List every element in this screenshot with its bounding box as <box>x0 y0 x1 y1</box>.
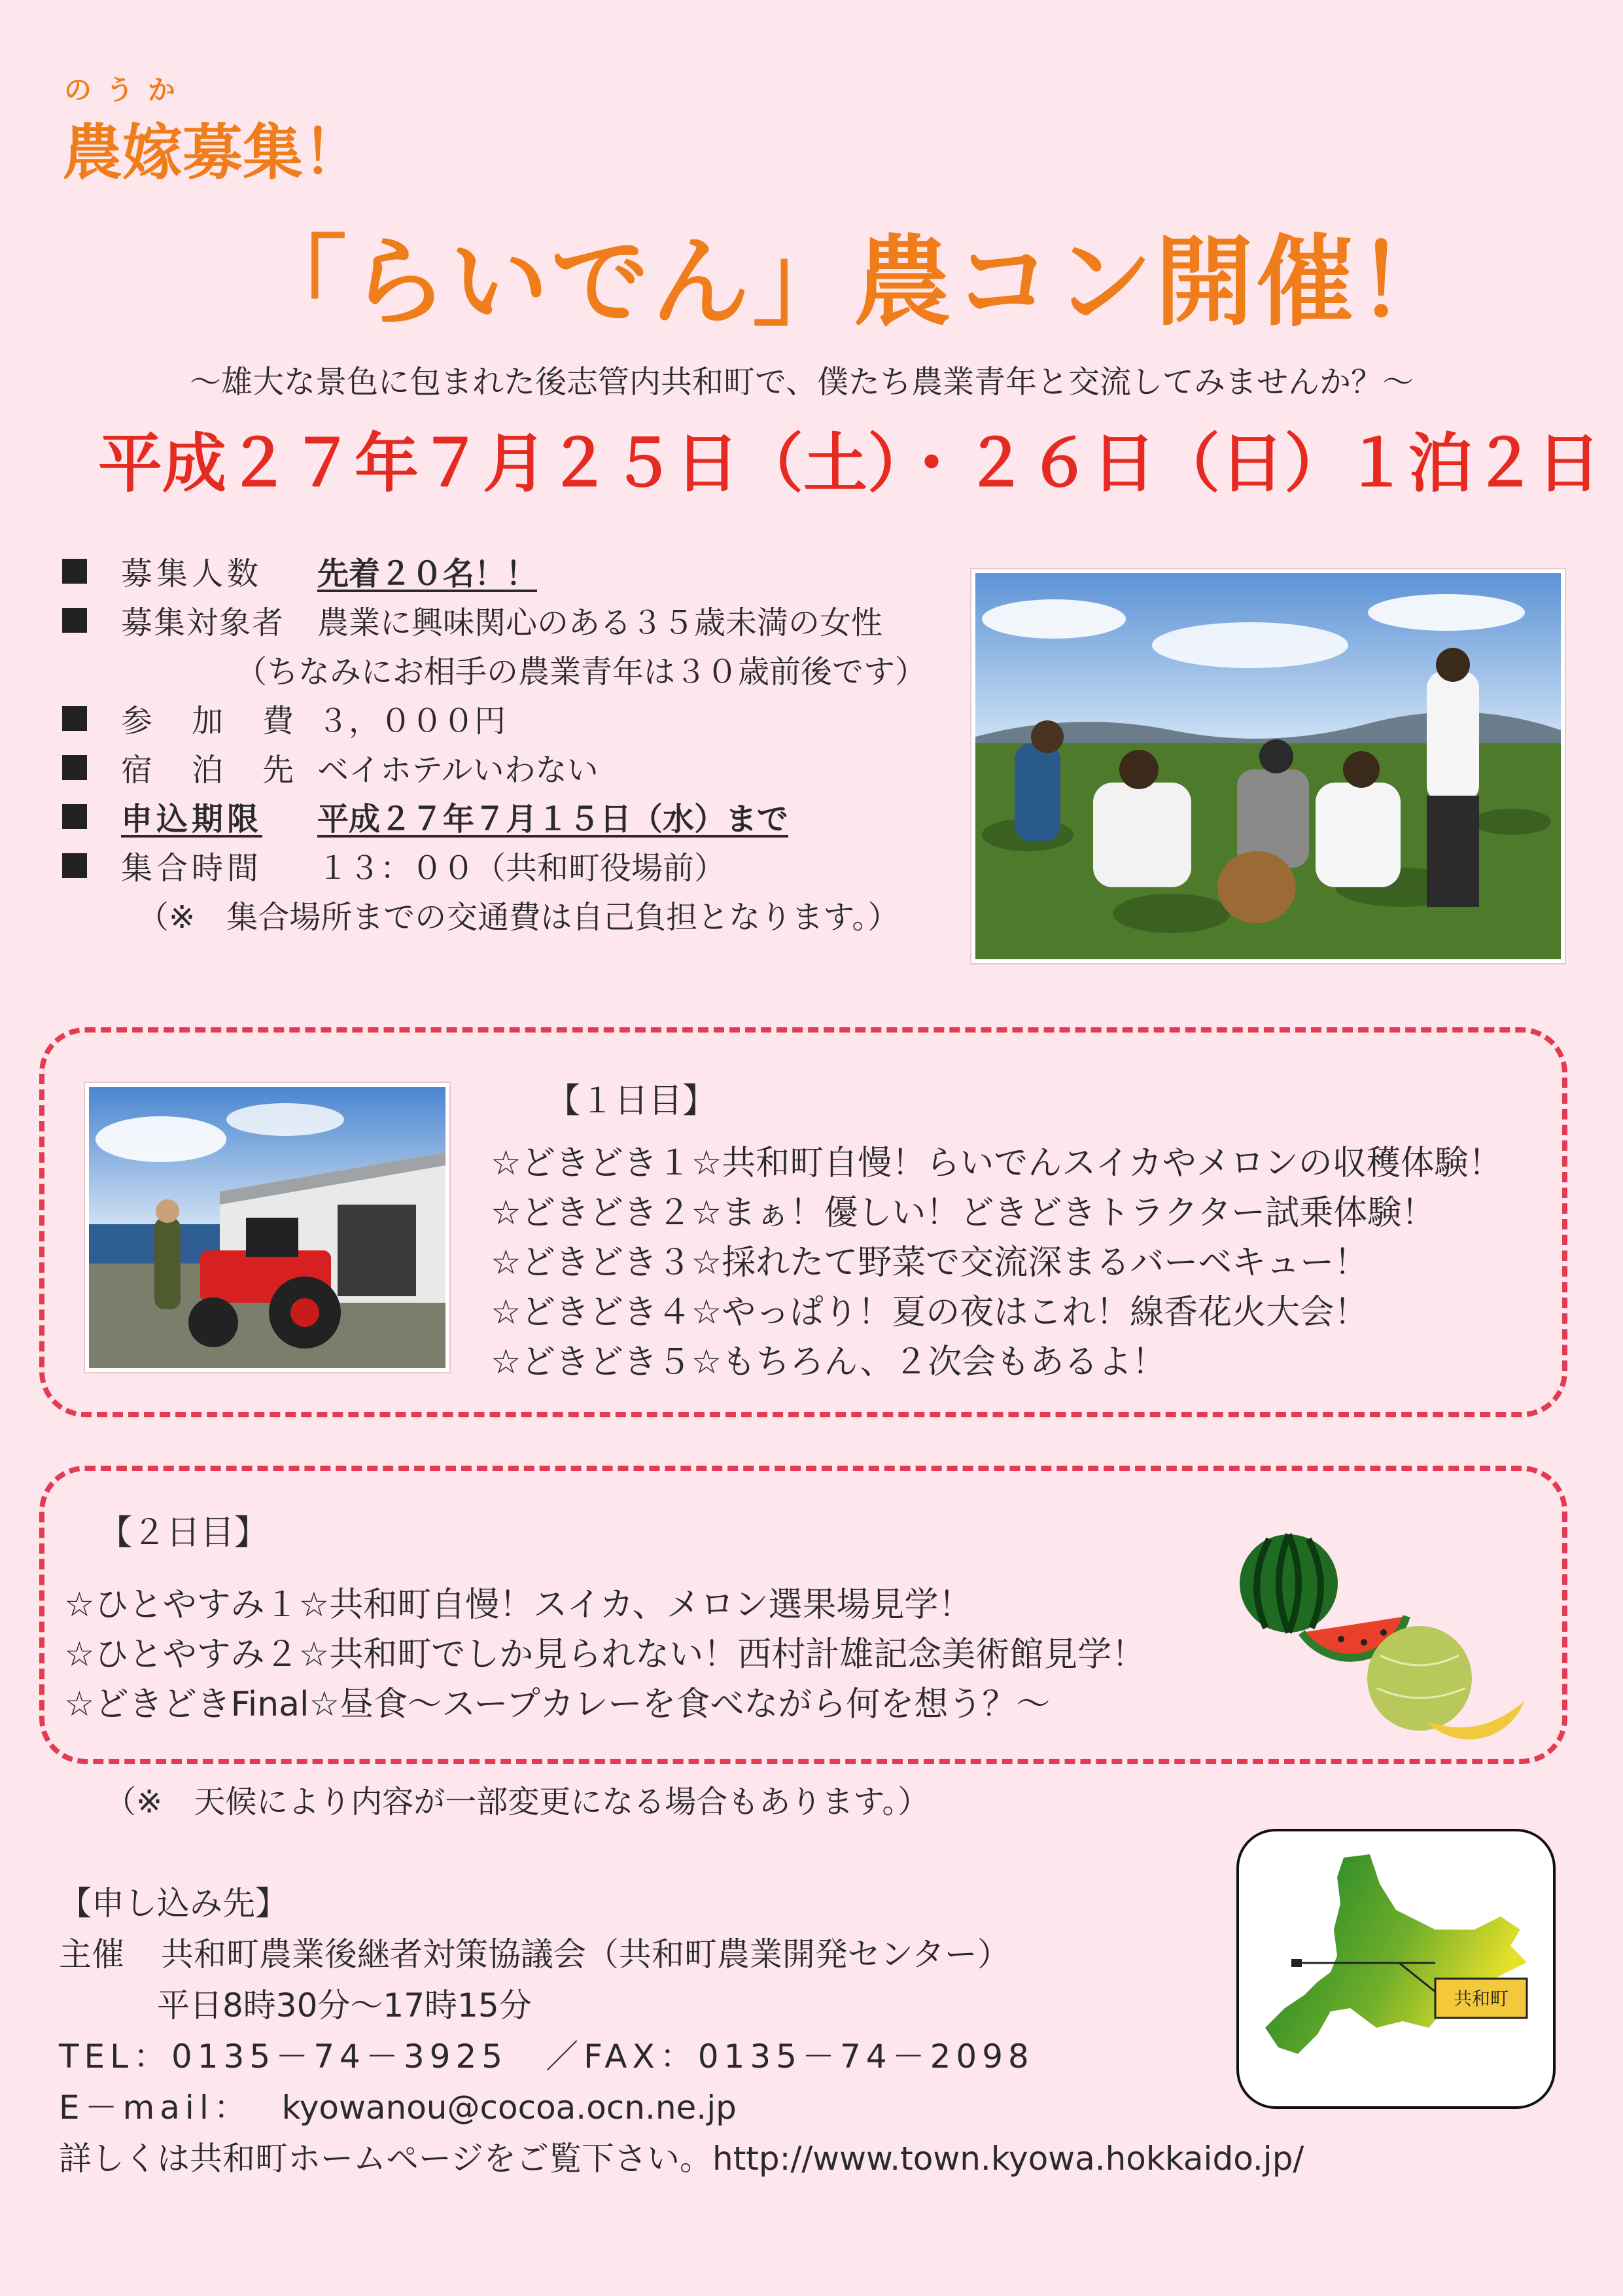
day1-schedule <box>491 1139 1503 1387</box>
info-meeting <box>62 841 978 890</box>
info-label: 募集人数 <box>121 556 263 592</box>
info-deadline <box>62 792 978 841</box>
harvest-illustration <box>975 573 1561 959</box>
info-label: 集合時間 <box>121 850 263 887</box>
event-date-text: 平成２７年７月２５日（土）・２６日（日） <box>98 427 1349 501</box>
info-target <box>62 595 978 645</box>
list-item: ☆ひとやすみ１☆共和町自慢！スイカ、メロン選果場見学！ <box>64 1585 973 1625</box>
tractor-photo <box>85 1083 449 1372</box>
info-target-note: （ちなみにお相手の農業青年は３０歳前後です） <box>236 654 927 690</box>
day2-title: 【２日目】 <box>98 1513 269 1553</box>
square-bullet-icon <box>62 608 87 633</box>
homepage-line[interactable]: 詳しくは共和町ホームページをご覧下さい。http://www.town.kyowa.hokkaido.jp/ <box>59 2140 1304 2178</box>
info-label: 宿 泊 先 <box>121 752 298 788</box>
info-fee <box>62 694 978 743</box>
organizer-label: 主催 <box>59 1935 124 1973</box>
email-address[interactable]: kyowanou@cocoa.ocn.ne.jp <box>281 2089 737 2127</box>
weather-notice: （※ 天候により内容が一部変更になる場合もあります。） <box>105 1784 930 1820</box>
info-lodging <box>62 743 978 792</box>
watermelon-melon-icon <box>1230 1525 1531 1747</box>
office-hours: 平日8時30分～17時15分 <box>157 1987 532 2024</box>
info-capacity <box>62 546 978 595</box>
list-item: ☆どきどき３☆採れたて野菜で交流深まるバーベキュー！ <box>491 1243 1369 1282</box>
info-label: 申込期限 <box>121 801 263 838</box>
info-meeting-note: （※ 集合場所までの交通費は自己負担となります。） <box>137 899 899 936</box>
kicker-heading: 農嫁募集！ <box>62 118 364 188</box>
list-item: ☆どきどき４☆やっぱり！夏の夜はこれ！線香花火大会！ <box>491 1293 1369 1332</box>
organizer-line <box>59 1929 1304 1980</box>
event-info-list <box>62 546 978 939</box>
info-value: 農業に興味関心のある３５歳未満の女性 <box>317 605 883 641</box>
square-bullet-icon <box>62 853 87 878</box>
stay-length: １泊２日 <box>1344 427 1601 501</box>
harvest-photo <box>971 569 1565 963</box>
list-item: ☆どきどき１☆共和町自慢！らいでんスイカやメロンの収穫体験！ <box>491 1144 1503 1183</box>
email-line <box>59 2082 1304 2133</box>
info-label: 参 加 費 <box>121 703 298 739</box>
list-item: ☆どきどきFinal☆昼食～スープカレーを食べながら何を想う？～ <box>64 1685 1051 1724</box>
info-value: ベイホテルいわない <box>317 752 599 788</box>
list-item: ☆どきどき５☆もちろん、２次会もあるよ！ <box>491 1343 1166 1382</box>
hokkaido-map <box>1236 1829 1556 2109</box>
kicker-furigana: のうか <box>64 74 190 106</box>
map-label: 共和町 <box>1453 1988 1509 2009</box>
hokkaido-map-icon <box>1239 1831 1553 2106</box>
info-value: ３，０００円 <box>317 703 506 739</box>
square-bullet-icon <box>62 706 87 731</box>
day1-title: 【１日目】 <box>546 1082 717 1121</box>
contact-section <box>59 1878 1304 2184</box>
square-bullet-icon <box>62 804 87 829</box>
tractor-illustration <box>89 1087 445 1368</box>
square-bullet-icon <box>62 755 87 780</box>
info-label: 募集対象者 <box>121 605 285 641</box>
info-value: 平成２７年７月１５日（水）まで <box>317 801 789 838</box>
day2-schedule <box>64 1580 1145 1729</box>
info-value: １３：００（共和町役場前） <box>317 850 726 887</box>
event-date <box>98 412 1601 504</box>
contact-heading: 【申し込み先】 <box>59 1884 288 1922</box>
info-value: 先着２０名！！ <box>317 556 538 592</box>
tel-fax: TEL：0135－74－3925 ／FAX：0135－74－2098 <box>59 2038 1034 2075</box>
page-title: 「らいでん」農コン開催！ <box>249 226 1458 340</box>
organizer-name: 共和町農業後継者対策協議会（共和町農業開発センター） <box>160 1935 1010 1973</box>
subtitle: ～雄大な景色に包まれた後志管内共和町で、僕たち農業青年と交流してみませんか？～ <box>190 364 1414 400</box>
square-bullet-icon <box>62 559 87 584</box>
list-item: ☆ひとやすみ２☆共和町でしか見られない！西村計雄記念美術館見学！ <box>64 1635 1146 1674</box>
email-label: E－mail： <box>59 2089 252 2127</box>
list-item: ☆どきどき２☆まぁ！優しい！どきどきトラクター試乗体験！ <box>491 1193 1436 1233</box>
